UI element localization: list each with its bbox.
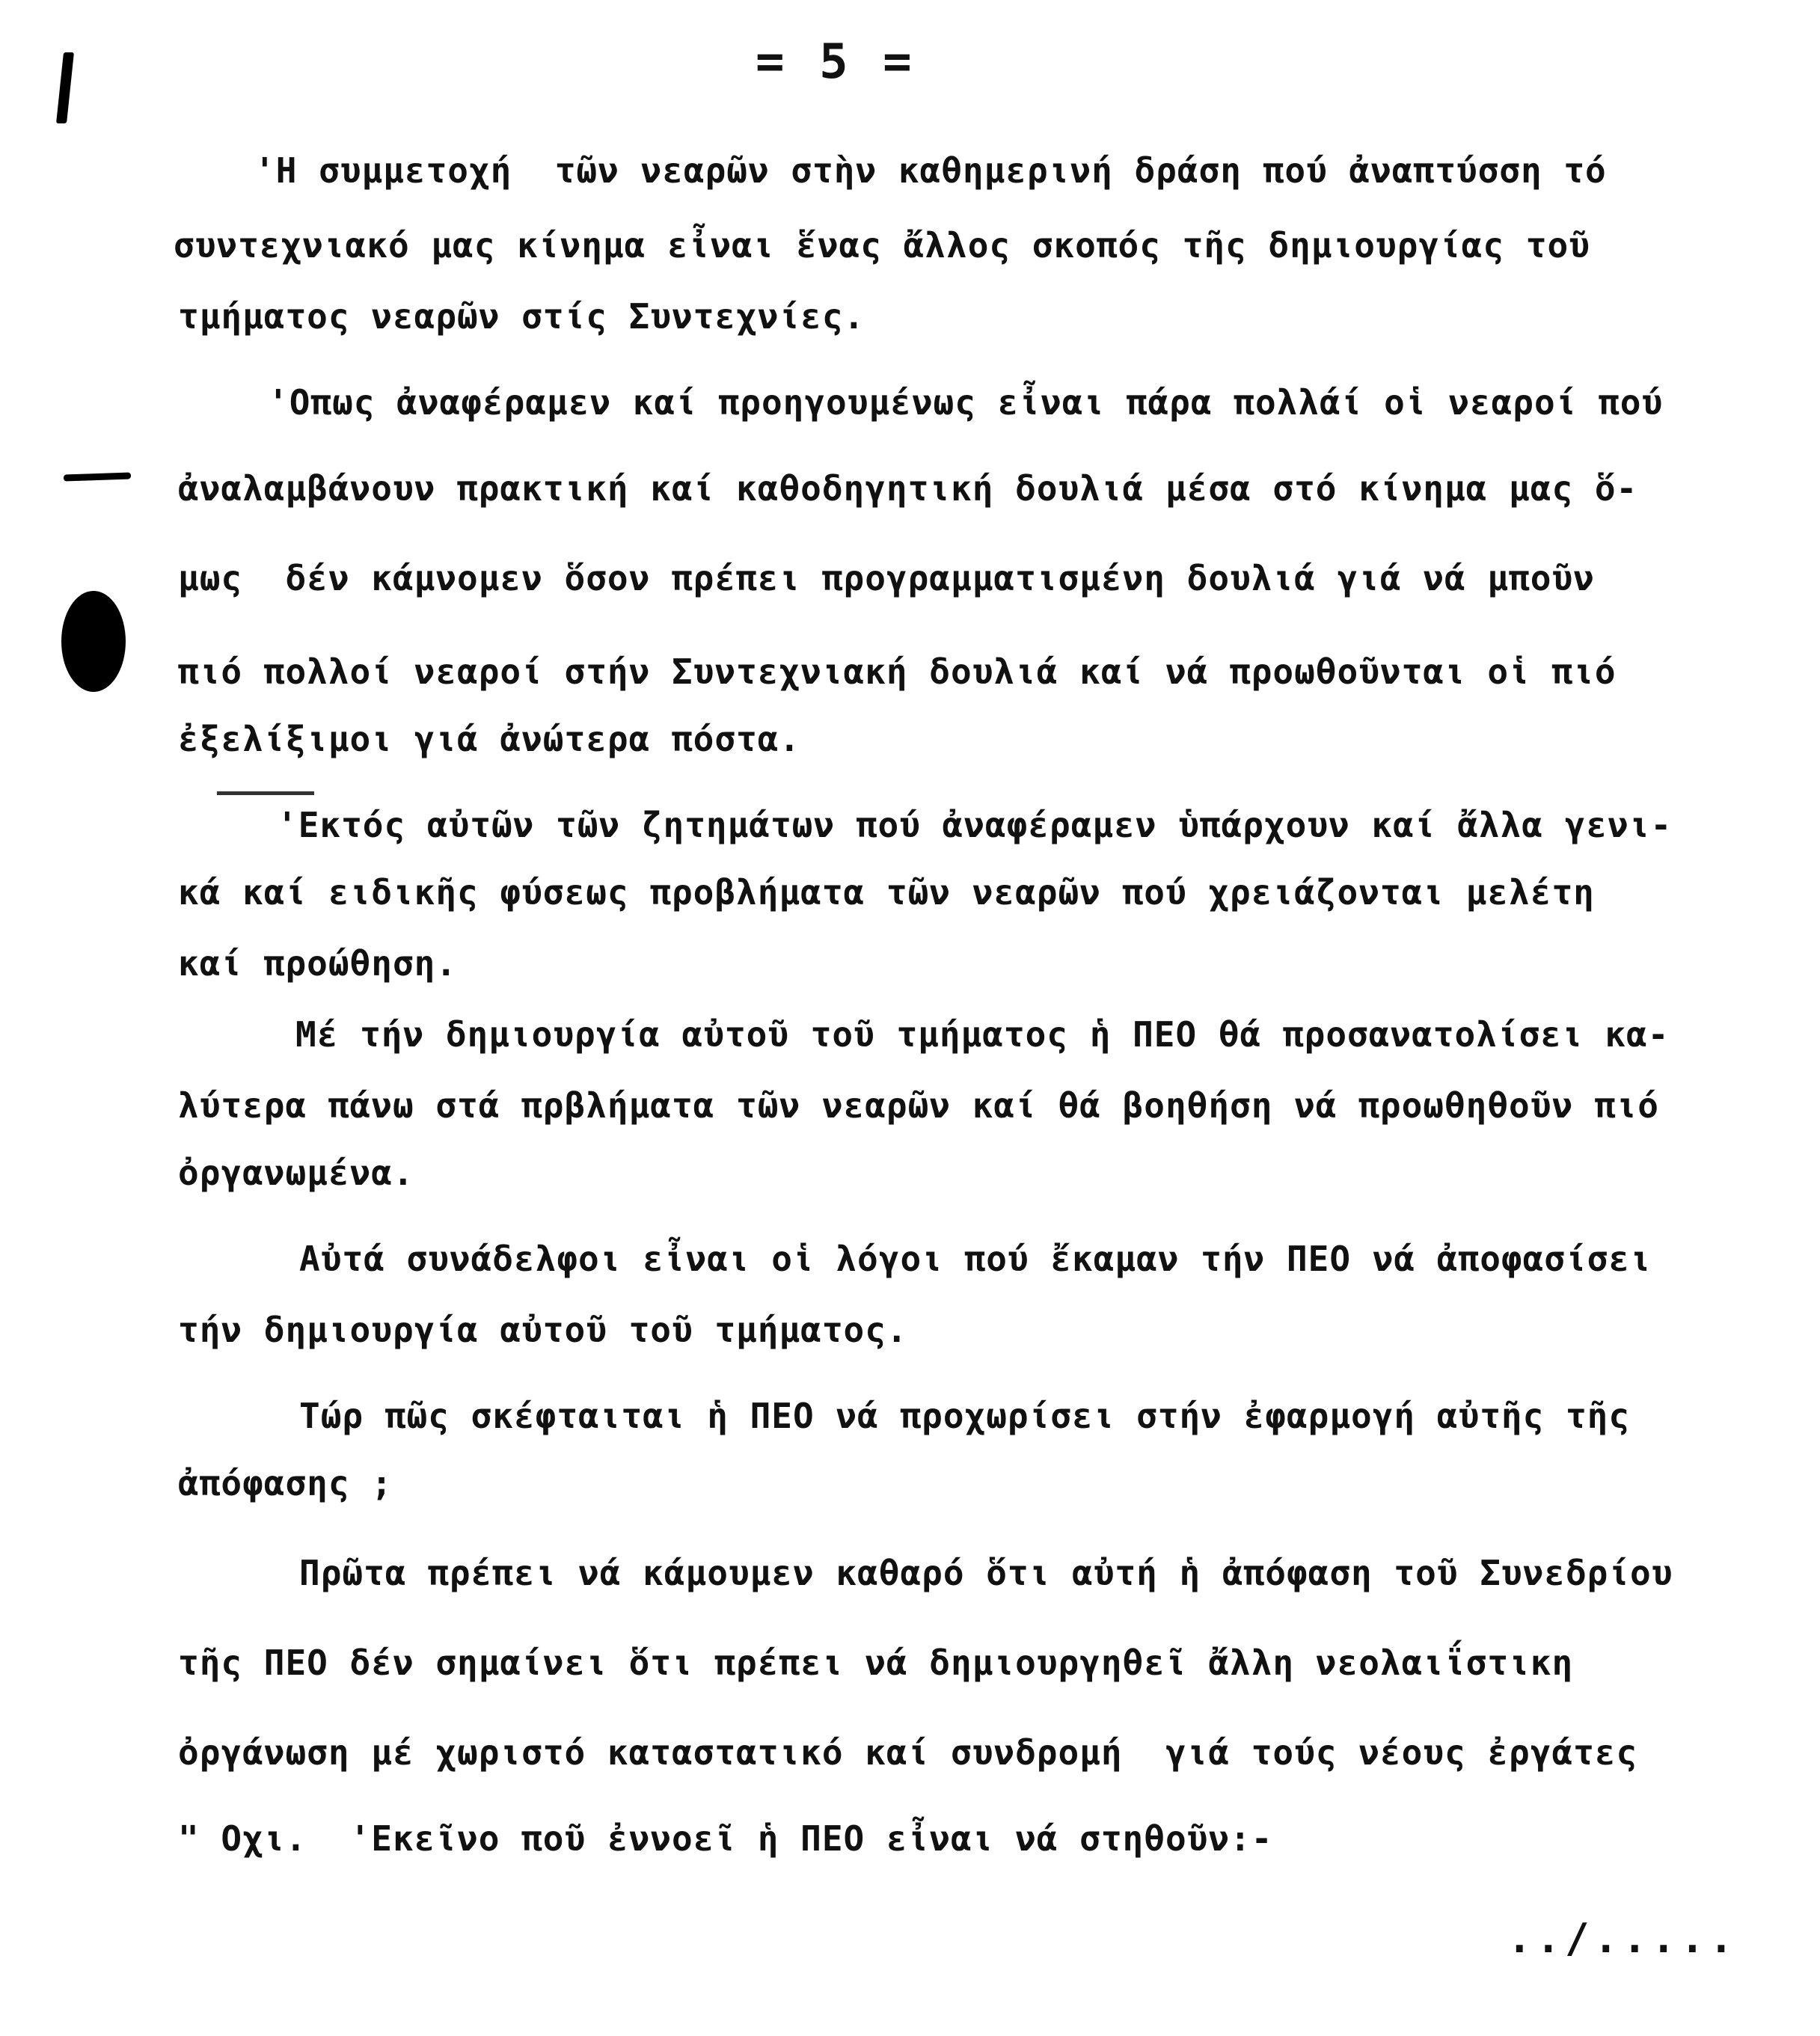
text-line: " Οχι. 'Εκεῖνο ποῦ ἐννοεῖ ἡ ΠΕΟ εἶναι νά στηθοῦν:-: [178, 1818, 1273, 1859]
continuation-mark: ../.....: [1507, 1915, 1738, 1962]
text-line: τῆς ΠΕΟ δέν σημαίνει ὅτι πρέπει νά δημιουργηθεῖ ἄλλη νεολαιΐστικη: [178, 1643, 1574, 1683]
text-line: καί προώθηση.: [178, 943, 458, 984]
text-line: ὀργάνωση μέ χωριστό καταστατικό καί συνδρομή γιά τούς νέους ἐργάτες: [178, 1732, 1638, 1773]
text-line: κά καί ειδικῆς φύσεως προβλήματα τῶν νεαρῶν πού χρειάζονται μελέτη: [178, 872, 1595, 913]
text-line: Τώρ πῶς σκέφταιται ἡ ΠΕΟ νά προχωρίσει στήν ἐφαρμογή αὐτῆς τῆς: [299, 1396, 1631, 1436]
binder-hole: [61, 591, 126, 692]
text-line: 'Οπως ἀναφέραμεν καί προηγουμένως εἶναι πάρα πολλάί οἱ νεαροί πού: [268, 382, 1664, 423]
text-line: ἐξελίξιμοι γιά ἀνώτερα πόστα.: [178, 719, 801, 759]
underline-mark: [217, 791, 314, 795]
text-line: Μέ τήν δημιουργία αὐτοῦ τοῦ τμήματος ἡ ΠΕΟ θά προσανατολίσει κα-: [295, 1014, 1670, 1055]
text-line: ἀπόφασης ;: [178, 1463, 393, 1503]
page-number: = 5 =: [756, 34, 915, 90]
text-line: ἀναλαμβάνουν πρακτική καί καθοδηγητική δουλιά μέσα στό κίνημα μας ὅ-: [178, 468, 1638, 509]
text-line: μως δέν κάμνομεν ὅσον πρέπει προγραμματισμένη δουλιά γιά νά μποῦν: [178, 558, 1595, 598]
text-line: 'Η συμμετοχή τῶν νεαρῶν στὴν καθημερινή δράση πού ἀναπτύσση τό: [254, 150, 1607, 191]
text-line: 'Εκτός αὐτῶν τῶν ζητημάτων πού ἀναφέραμεν ὑπάρχουν καί ἄλλα γενι-: [277, 805, 1673, 845]
text-line: Πρῶτα πρέπει νά κάμουμεν καθαρό ὅτι αὐτή ἡ ἀπόφαση τοῦ Συνεδρίου: [299, 1553, 1673, 1593]
text-line: λύτερα πάνω στά πρβλήματα τῶν νεαρῶν καί θά βοηθήση νά προωθηθοῦν πιό: [178, 1085, 1659, 1126]
text-line: τήν δημιουργία αὐτοῦ τοῦ τμήματος.: [178, 1310, 908, 1350]
text-line: ὀργανωμένα.: [178, 1153, 414, 1193]
text-line: συντεχνιακό μας κίνημα εἶναι ἕνας ἄλλος σκοπός τῆς δημιουργίας τοῦ: [174, 225, 1590, 266]
margin-mark: [56, 52, 74, 123]
text-line: Αὐτά συνάδελφοι εἶναι οἱ λόγοι πού ἔκαμαν τήν ΠΕΟ νά ἀποφασίσει: [299, 1239, 1652, 1279]
text-line: τμήματος νεαρῶν στίς Συντεχνίες.: [178, 296, 865, 337]
margin-dash: [64, 472, 131, 481]
text-line: πιό πολλοί νεαροί στήν Συντεχνιακή δουλιά καί νά προωθοῦνται οἱ πιό: [178, 651, 1617, 692]
